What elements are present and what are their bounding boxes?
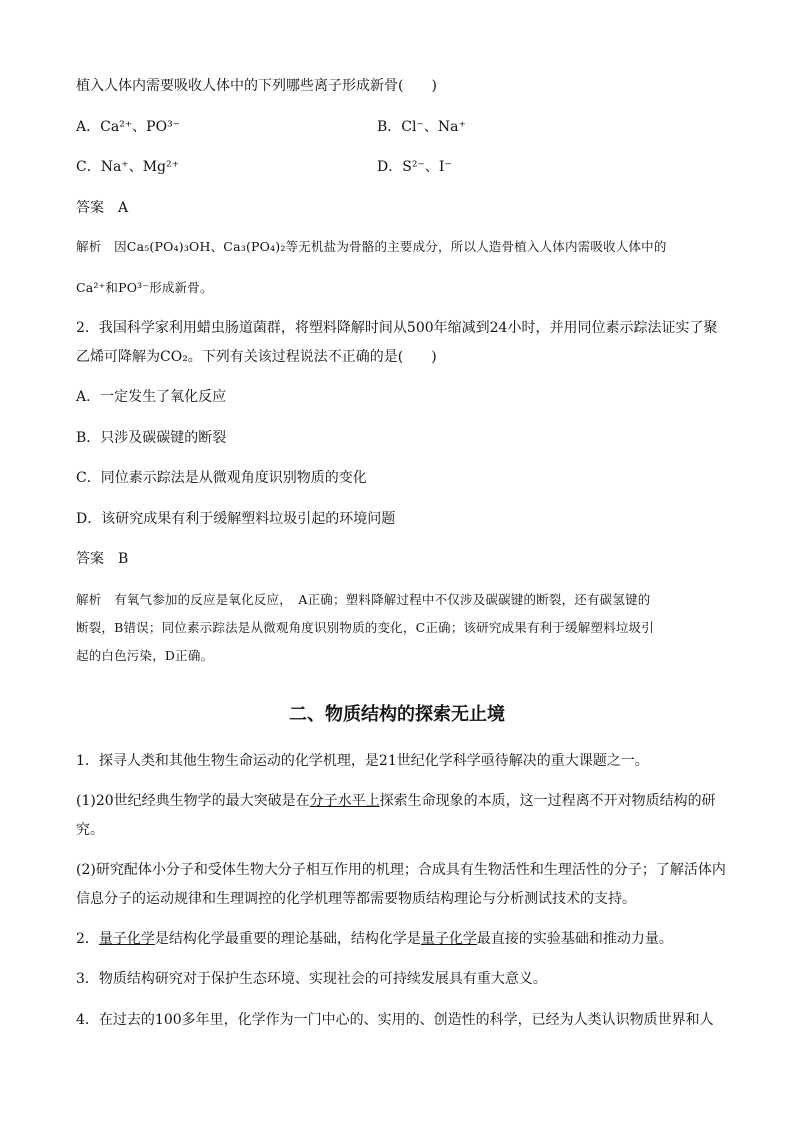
- q1-option-b: B．Cl⁻、Na⁺: [377, 119, 466, 135]
- q2-stem-line2: 乙烯可降解为CO₂。下列有关该过程说法不正确的是( ): [76, 349, 437, 365]
- section-title: 二、物质结构的探索无止境: [289, 704, 505, 725]
- q1-stem: 植入人体内需要吸收人体中的下列哪些离子形成新骨( ): [76, 78, 437, 94]
- q2-analysis-line1: 解析 有氧气参加的反应是氧化反应， A正确；塑料降解过程中不仅涉及碳碳键的断裂，还有碳氢键的: [76, 592, 651, 607]
- section-paragraph-1a: [76, 791, 716, 811]
- q2-option-d: D．该研究成果有利于缓解塑料垃圾引起的环境问题: [76, 511, 396, 527]
- q1-option-c: C．Na⁺、Mg²⁺: [76, 159, 179, 175]
- q2-answer: 答案 B: [76, 551, 129, 567]
- section-paragraph-1b-line2: 信息分子的运动规律和生理调控的化学机理等都需要物质结构理论与分析测试技术的支持。: [76, 891, 636, 907]
- q1-option-a: A．Ca²⁺、PO³⁻: [76, 119, 181, 135]
- q2-option-b: B．只涉及碳碳键的断裂: [76, 430, 227, 446]
- p2-prefix: 2．: [76, 931, 99, 947]
- p1a-prefix: (1)20世纪经典生物学的最大突破是在: [76, 793, 310, 809]
- q1-options-row1: [76, 117, 466, 137]
- p1a-suffix: 探索生命现象的本质，这一过程离不开对物质结构的研: [379, 793, 716, 809]
- q2-option-a: A．一定发生了氧化反应: [76, 389, 227, 405]
- q2-stem-line1: 2．我国科学家利用蜡虫肠道菌群，将塑料降解时间从500年缩减到24小时，并用同位素示踪法证实了聚: [76, 320, 718, 336]
- p2-underlined-1: 量子化学: [98, 931, 155, 947]
- q2-analysis-line2: 断裂，B错误；同位素示踪法是从微观角度识别物质的变化，C正确；该研究成果有利于缓解塑料垃圾引: [76, 620, 654, 635]
- p2-underlined-2: 量子化学: [420, 931, 477, 947]
- q1-analysis-line2: Ca²⁺和PO³⁻形成新骨。: [76, 280, 213, 295]
- p2-suffix: 最直接的实验基础和推动力量。: [476, 931, 673, 947]
- q2-analysis-line3: 起的白色污染，D正确。: [76, 648, 214, 663]
- section-paragraph-3: 3．物质结构研究对于保护生态环境、实现社会的可持续发展具有重大意义。: [76, 971, 547, 987]
- section-paragraph-1a-line2: 究。: [76, 822, 104, 838]
- q1-analysis-line1: 解析 因Ca₅(PO₄)₃OH、Ca₃(PO₄)₂等无机盐为骨骼的主要成分，所以人造骨植入人体内需吸收人体中的: [76, 239, 667, 254]
- q1-options-row2: [76, 157, 452, 177]
- q1-answer: 答案 A: [76, 200, 129, 216]
- section-paragraph-1: 1．探寻人类和其他生物生命运动的化学机理，是21世纪化学科学亟待解决的重大课题之一。: [76, 753, 649, 769]
- section-paragraph-4: 4．在过去的100多年里，化学作为一门中心的、实用的、创造性的科学，已经为人类认识物质世界和人: [76, 1012, 714, 1028]
- p1a-underlined: 分子水平上: [309, 793, 380, 809]
- q1-option-d: D．S²⁻、I⁻: [377, 159, 452, 175]
- section-paragraph-1b-line1: (2)研究配体小分子和受体生物大分子相互作用的机理；合成具有生物活性和生理活性的分子；了解活体内: [76, 862, 726, 878]
- section-paragraph-2: [76, 929, 673, 949]
- p2-middle: 是结构化学最重要的理论基础，结构化学是: [154, 931, 421, 947]
- q2-option-c: C．同位素示踪法是从微观角度识别物质的变化: [76, 470, 367, 486]
